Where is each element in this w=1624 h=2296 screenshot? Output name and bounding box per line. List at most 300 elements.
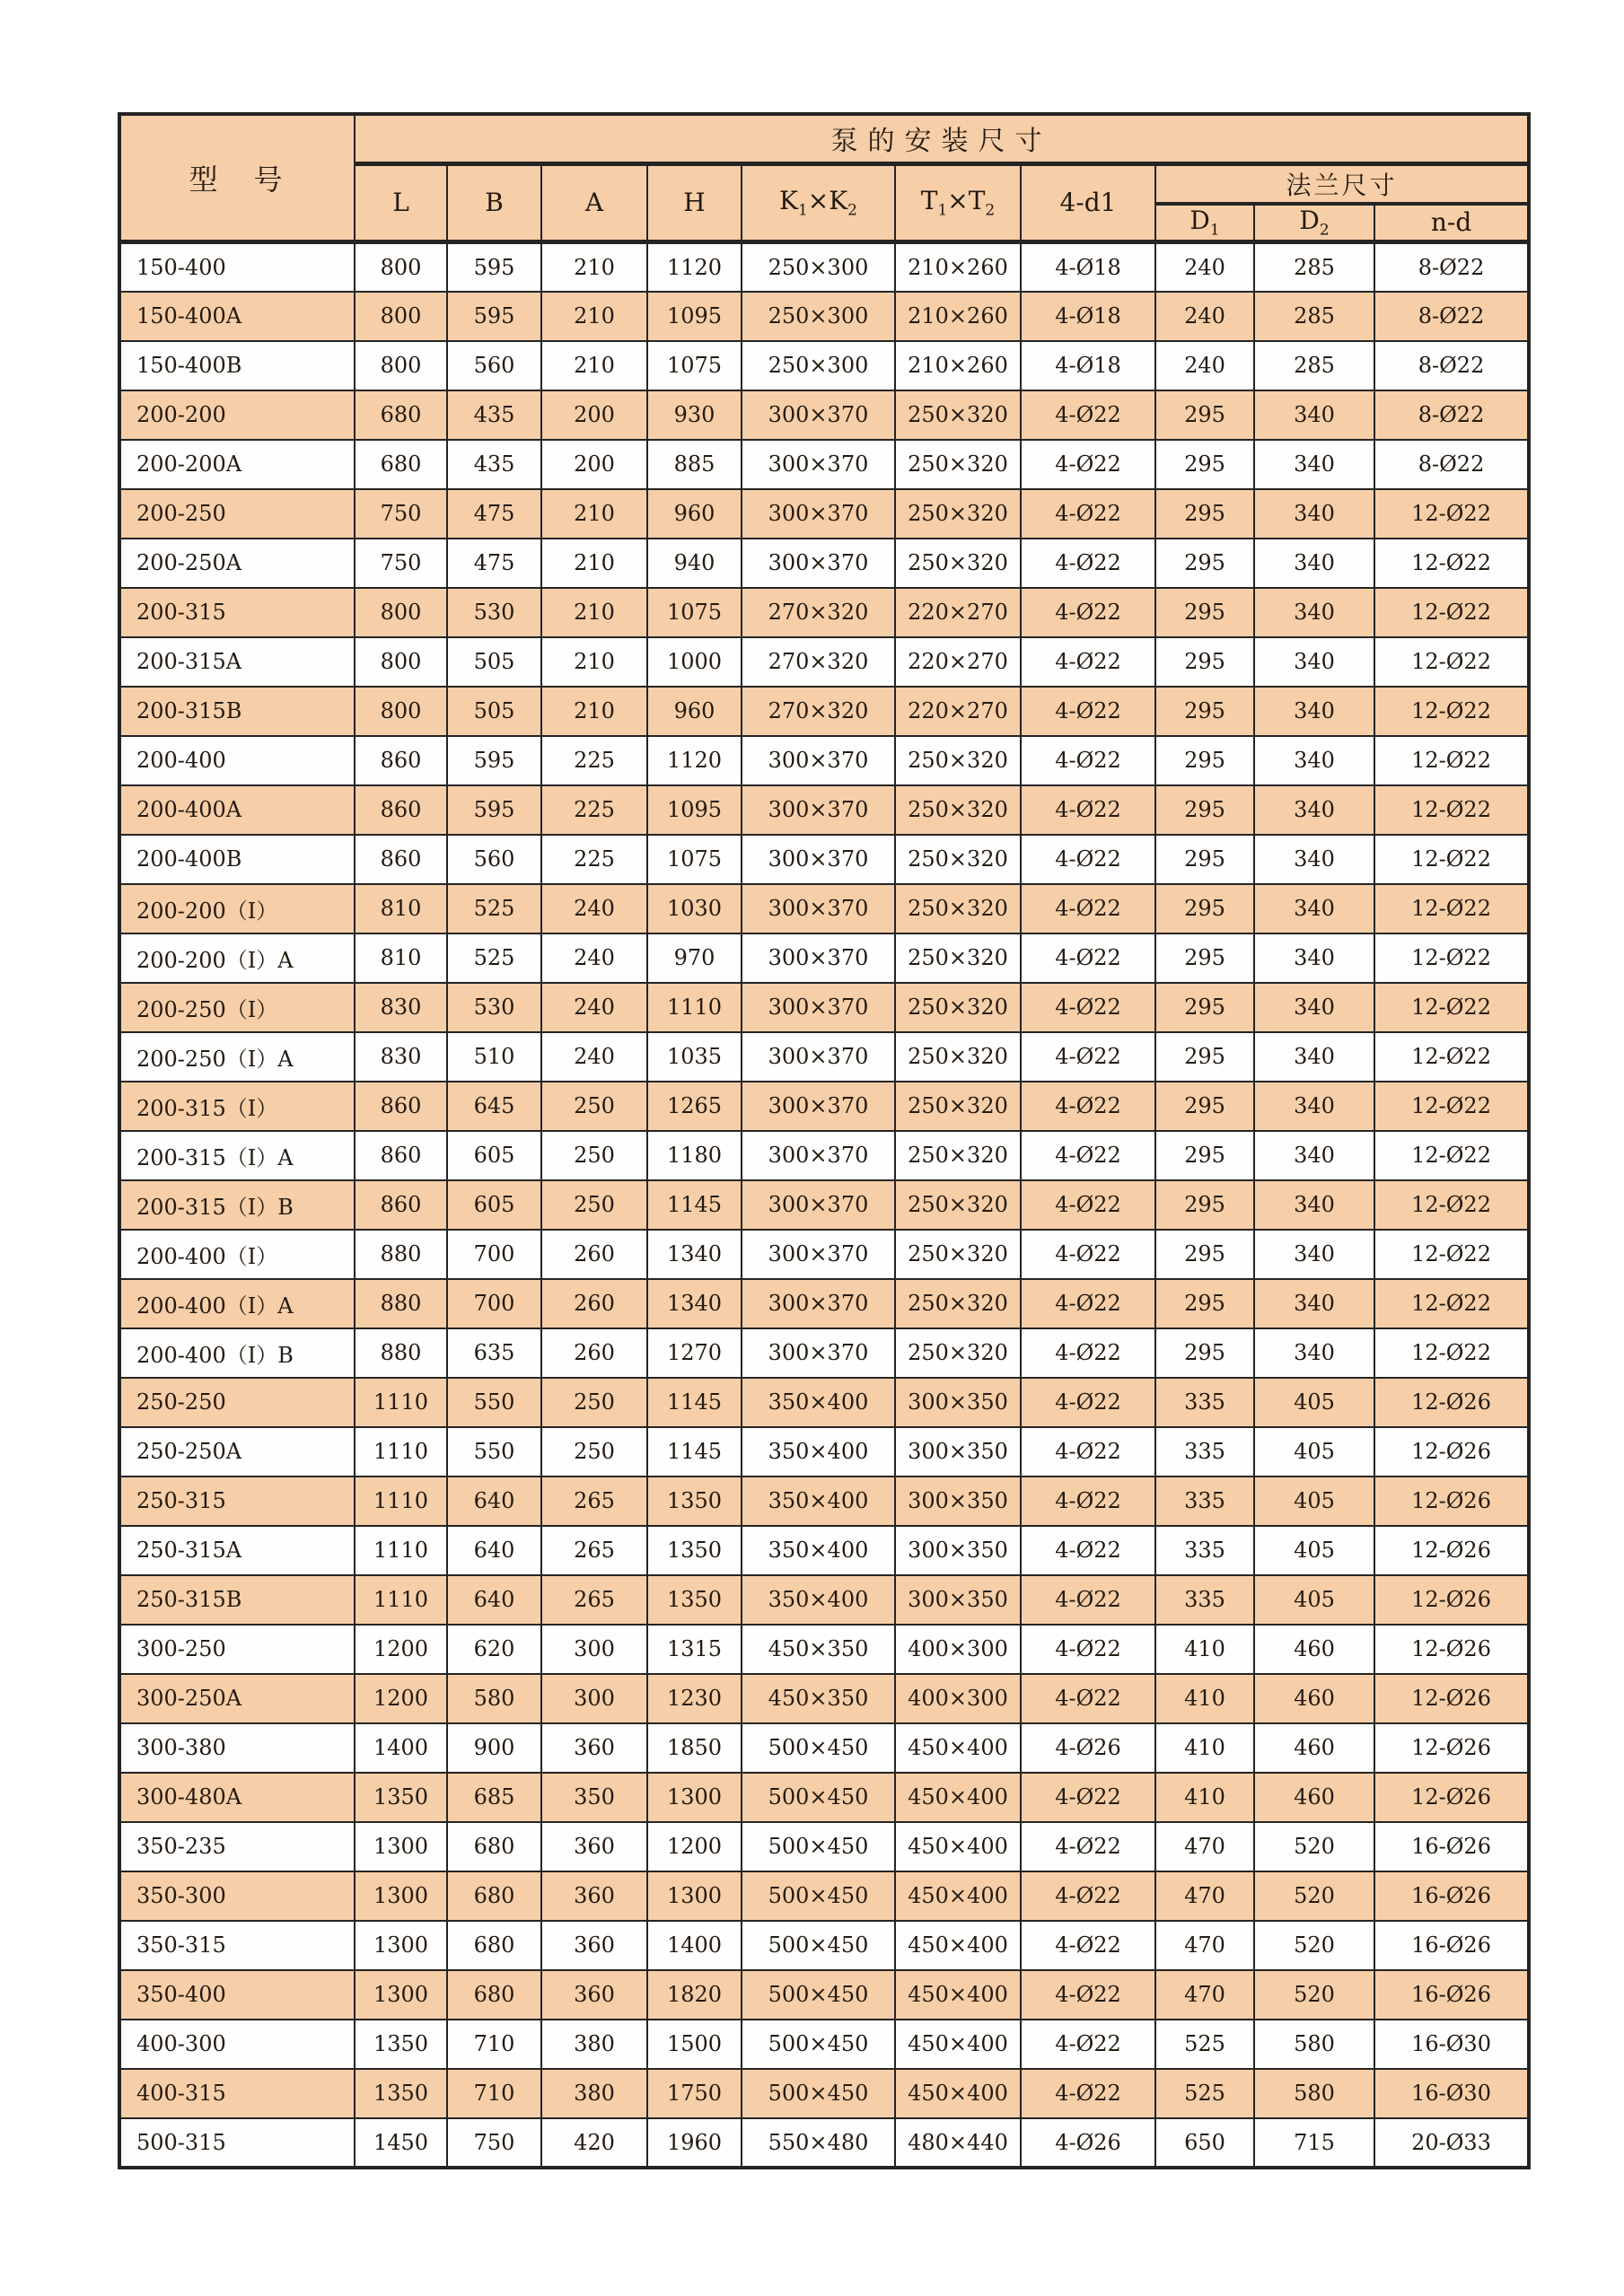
value-cell-H: 970 bbox=[647, 933, 742, 983]
value-cell-L: 880 bbox=[355, 1279, 447, 1328]
value-cell-A: 380 bbox=[541, 2020, 647, 2069]
value-cell-D1: 295 bbox=[1155, 539, 1254, 588]
value-cell-H: 1120 bbox=[647, 242, 742, 292]
value-cell-K1xK2: 350×400 bbox=[742, 1378, 895, 1427]
model-column-header: 型 号 bbox=[119, 114, 355, 242]
value-cell-D2: 340 bbox=[1254, 489, 1374, 539]
value-cell-K1xK2: 500×450 bbox=[742, 1871, 895, 1921]
value-cell-H: 1270 bbox=[647, 1328, 742, 1378]
table-row bbox=[119, 1378, 1529, 1427]
value-cell-H: 1200 bbox=[647, 1822, 742, 1871]
table-row bbox=[119, 1328, 1529, 1378]
model-cell: 250-250A bbox=[119, 1427, 355, 1477]
value-cell-A: 210 bbox=[541, 292, 647, 341]
model-cell: 150-400B bbox=[119, 341, 355, 390]
value-cell-K1xK2: 500×450 bbox=[742, 2069, 895, 2118]
value-cell-A: 360 bbox=[541, 1921, 647, 1970]
value-cell-D2: 580 bbox=[1254, 2020, 1374, 2069]
value-cell-4-d1: 4-Ø22 bbox=[1021, 440, 1155, 489]
value-cell-K1xK2: 300×370 bbox=[742, 835, 895, 884]
value-cell-K1xK2: 300×370 bbox=[742, 489, 895, 539]
value-cell-K1xK2: 500×450 bbox=[742, 1773, 895, 1822]
value-cell-B: 605 bbox=[447, 1180, 541, 1230]
value-cell-D2: 340 bbox=[1254, 884, 1374, 933]
value-cell-D2: 340 bbox=[1254, 440, 1374, 489]
value-cell-D2: 460 bbox=[1254, 1674, 1374, 1723]
t1-subscript: 1 bbox=[937, 201, 948, 220]
value-cell-A: 420 bbox=[541, 2118, 647, 2168]
value-cell-B: 475 bbox=[447, 489, 541, 539]
value-cell-T1xT2: 250×320 bbox=[895, 1082, 1021, 1131]
model-cell: 300-250A bbox=[119, 1674, 355, 1723]
value-cell-A: 210 bbox=[541, 489, 647, 539]
value-cell-T1xT2: 220×270 bbox=[895, 588, 1021, 637]
model-cell: 250-315B bbox=[119, 1575, 355, 1625]
value-cell-B: 710 bbox=[447, 2069, 541, 2118]
value-cell-n-d: 12-Ø26 bbox=[1374, 1526, 1529, 1575]
value-cell-D2: 715 bbox=[1254, 2118, 1374, 2168]
value-cell-D1: 240 bbox=[1155, 292, 1254, 341]
value-cell-L: 860 bbox=[355, 785, 447, 835]
install-dimensions-header: 泵的安装尺寸 bbox=[355, 114, 1529, 163]
value-cell-K1xK2: 300×370 bbox=[742, 440, 895, 489]
value-cell-H: 1145 bbox=[647, 1180, 742, 1230]
value-cell-4-d1: 4-Ø22 bbox=[1021, 1477, 1155, 1526]
value-cell-B: 550 bbox=[447, 1378, 541, 1427]
value-cell-D2: 340 bbox=[1254, 983, 1374, 1032]
value-cell-T1xT2: 480×440 bbox=[895, 2118, 1021, 2168]
value-cell-D2: 340 bbox=[1254, 1180, 1374, 1230]
value-cell-D1: 240 bbox=[1155, 242, 1254, 292]
value-cell-B: 530 bbox=[447, 588, 541, 637]
value-cell-T1xT2: 210×260 bbox=[895, 292, 1021, 341]
value-cell-n-d: 16-Ø30 bbox=[1374, 2069, 1529, 2118]
value-cell-K1xK2: 500×450 bbox=[742, 1822, 895, 1871]
col-header-D1 bbox=[1155, 204, 1254, 242]
value-cell-4-d1: 4-Ø22 bbox=[1021, 1625, 1155, 1674]
value-cell-D2: 520 bbox=[1254, 1871, 1374, 1921]
model-cell: 250-315 bbox=[119, 1477, 355, 1526]
value-cell-L: 800 bbox=[355, 292, 447, 341]
value-cell-D1: 295 bbox=[1155, 489, 1254, 539]
model-cell: 200-400（I）B bbox=[119, 1328, 355, 1378]
col-header-H: H bbox=[647, 163, 742, 242]
value-cell-L: 750 bbox=[355, 539, 447, 588]
value-cell-H: 1095 bbox=[647, 785, 742, 835]
value-cell-T1xT2: 400×300 bbox=[895, 1674, 1021, 1723]
value-cell-D2: 285 bbox=[1254, 292, 1374, 341]
table-row bbox=[119, 1871, 1529, 1921]
value-cell-A: 240 bbox=[541, 983, 647, 1032]
value-cell-4-d1: 4-Ø22 bbox=[1021, 1575, 1155, 1625]
col-header-n-d: n-d bbox=[1374, 204, 1529, 242]
value-cell-A: 250 bbox=[541, 1180, 647, 1230]
value-cell-K1xK2: 350×400 bbox=[742, 1477, 895, 1526]
value-cell-4-d1: 4-Ø18 bbox=[1021, 242, 1155, 292]
value-cell-T1xT2: 250×320 bbox=[895, 884, 1021, 933]
value-cell-A: 200 bbox=[541, 440, 647, 489]
value-cell-B: 595 bbox=[447, 242, 541, 292]
value-cell-B: 700 bbox=[447, 1279, 541, 1328]
value-cell-B: 510 bbox=[447, 1032, 541, 1082]
value-cell-4-d1: 4-Ø26 bbox=[1021, 1723, 1155, 1773]
value-cell-T1xT2: 250×320 bbox=[895, 1180, 1021, 1230]
model-cell: 200-315B bbox=[119, 687, 355, 736]
value-cell-T1xT2: 300×350 bbox=[895, 1575, 1021, 1625]
value-cell-A: 225 bbox=[541, 785, 647, 835]
value-cell-D1: 410 bbox=[1155, 1723, 1254, 1773]
model-cell: 200-315 bbox=[119, 588, 355, 637]
d1-subscript: 1 bbox=[1209, 221, 1220, 240]
value-cell-H: 1075 bbox=[647, 588, 742, 637]
value-cell-D1: 525 bbox=[1155, 2069, 1254, 2118]
value-cell-H: 1300 bbox=[647, 1773, 742, 1822]
value-cell-D1: 295 bbox=[1155, 835, 1254, 884]
value-cell-D2: 460 bbox=[1254, 1723, 1374, 1773]
model-cell: 400-300 bbox=[119, 2020, 355, 2069]
value-cell-B: 525 bbox=[447, 933, 541, 983]
value-cell-D1: 650 bbox=[1155, 2118, 1254, 2168]
k2-label: K bbox=[829, 185, 848, 215]
table-row bbox=[119, 242, 1529, 292]
value-cell-n-d: 20-Ø33 bbox=[1374, 2118, 1529, 2168]
value-cell-H: 1030 bbox=[647, 884, 742, 933]
value-cell-K1xK2: 300×370 bbox=[742, 1279, 895, 1328]
value-cell-A: 250 bbox=[541, 1082, 647, 1131]
value-cell-L: 1450 bbox=[355, 2118, 447, 2168]
value-cell-D2: 340 bbox=[1254, 835, 1374, 884]
table-row bbox=[119, 292, 1529, 341]
table-row bbox=[119, 736, 1529, 785]
value-cell-n-d: 12-Ø22 bbox=[1374, 884, 1529, 933]
value-cell-K1xK2: 500×450 bbox=[742, 1921, 895, 1970]
value-cell-D2: 340 bbox=[1254, 687, 1374, 736]
value-cell-H: 1315 bbox=[647, 1625, 742, 1674]
value-cell-K1xK2: 300×370 bbox=[742, 539, 895, 588]
value-cell-L: 1110 bbox=[355, 1575, 447, 1625]
value-cell-n-d: 12-Ø22 bbox=[1374, 835, 1529, 884]
value-cell-B: 435 bbox=[447, 390, 541, 440]
value-cell-D2: 340 bbox=[1254, 390, 1374, 440]
value-cell-A: 210 bbox=[541, 588, 647, 637]
model-cell: 200-200（I）A bbox=[119, 933, 355, 983]
value-cell-4-d1: 4-Ø22 bbox=[1021, 1131, 1155, 1180]
value-cell-K1xK2: 300×370 bbox=[742, 1328, 895, 1378]
value-cell-K1xK2: 300×370 bbox=[742, 785, 895, 835]
table-row bbox=[119, 1526, 1529, 1575]
value-cell-D1: 240 bbox=[1155, 341, 1254, 390]
table-row bbox=[119, 785, 1529, 835]
value-cell-H: 1000 bbox=[647, 637, 742, 687]
value-cell-B: 525 bbox=[447, 884, 541, 933]
model-cell: 350-315 bbox=[119, 1921, 355, 1970]
value-cell-K1xK2: 300×370 bbox=[742, 983, 895, 1032]
col-header-K1xK2 bbox=[742, 163, 895, 242]
value-cell-T1xT2: 220×270 bbox=[895, 687, 1021, 736]
value-cell-L: 1300 bbox=[355, 1871, 447, 1921]
value-cell-K1xK2: 300×370 bbox=[742, 933, 895, 983]
value-cell-D2: 520 bbox=[1254, 1970, 1374, 2020]
d2-label: D bbox=[1299, 205, 1320, 235]
value-cell-n-d: 12-Ø26 bbox=[1374, 1723, 1529, 1773]
value-cell-L: 860 bbox=[355, 1082, 447, 1131]
value-cell-L: 1300 bbox=[355, 1822, 447, 1871]
value-cell-L: 800 bbox=[355, 687, 447, 736]
table-row bbox=[119, 489, 1529, 539]
value-cell-K1xK2: 250×300 bbox=[742, 341, 895, 390]
value-cell-D2: 460 bbox=[1254, 1625, 1374, 1674]
value-cell-L: 1400 bbox=[355, 1723, 447, 1773]
value-cell-H: 1265 bbox=[647, 1082, 742, 1131]
col-header-A: A bbox=[541, 163, 647, 242]
table-row bbox=[119, 1180, 1529, 1230]
value-cell-K1xK2: 300×370 bbox=[742, 1180, 895, 1230]
table-row bbox=[119, 2069, 1529, 2118]
table-row bbox=[119, 1032, 1529, 1082]
value-cell-D2: 285 bbox=[1254, 242, 1374, 292]
value-cell-B: 605 bbox=[447, 1131, 541, 1180]
value-cell-4-d1: 4-Ø22 bbox=[1021, 1427, 1155, 1477]
value-cell-n-d: 12-Ø26 bbox=[1374, 1477, 1529, 1526]
value-cell-T1xT2: 250×320 bbox=[895, 1328, 1021, 1378]
value-cell-D2: 340 bbox=[1254, 785, 1374, 835]
value-cell-L: 1110 bbox=[355, 1477, 447, 1526]
value-cell-K1xK2: 300×370 bbox=[742, 1131, 895, 1180]
value-cell-L: 680 bbox=[355, 390, 447, 440]
value-cell-D1: 295 bbox=[1155, 1082, 1254, 1131]
model-cell: 200-400（I）A bbox=[119, 1279, 355, 1328]
value-cell-n-d: 12-Ø26 bbox=[1374, 1773, 1529, 1822]
model-cell: 300-480A bbox=[119, 1773, 355, 1822]
table-row bbox=[119, 884, 1529, 933]
table-row bbox=[119, 440, 1529, 489]
value-cell-L: 800 bbox=[355, 637, 447, 687]
value-cell-D1: 335 bbox=[1155, 1575, 1254, 1625]
table-row bbox=[119, 1427, 1529, 1477]
k1-subscript: 1 bbox=[797, 201, 808, 220]
value-cell-H: 940 bbox=[647, 539, 742, 588]
value-cell-B: 680 bbox=[447, 1970, 541, 2020]
value-cell-A: 360 bbox=[541, 1822, 647, 1871]
model-cell: 200-315（I）B bbox=[119, 1180, 355, 1230]
table-row bbox=[119, 1082, 1529, 1131]
value-cell-L: 1110 bbox=[355, 1526, 447, 1575]
table-body bbox=[119, 242, 1529, 2168]
value-cell-B: 550 bbox=[447, 1427, 541, 1477]
value-cell-D2: 340 bbox=[1254, 1328, 1374, 1378]
value-cell-D2: 405 bbox=[1254, 1427, 1374, 1477]
value-cell-D2: 520 bbox=[1254, 1921, 1374, 1970]
value-cell-L: 1350 bbox=[355, 1773, 447, 1822]
value-cell-n-d: 12-Ø22 bbox=[1374, 637, 1529, 687]
pump-dimensions-table-wrap bbox=[118, 112, 1529, 2169]
model-cell: 150-400 bbox=[119, 242, 355, 292]
t2-subscript: 2 bbox=[985, 201, 996, 220]
value-cell-n-d: 12-Ø22 bbox=[1374, 588, 1529, 637]
value-cell-D1: 295 bbox=[1155, 785, 1254, 835]
model-cell: 250-315A bbox=[119, 1526, 355, 1575]
value-cell-n-d: 8-Ø22 bbox=[1374, 341, 1529, 390]
value-cell-B: 580 bbox=[447, 1674, 541, 1723]
value-cell-H: 1145 bbox=[647, 1378, 742, 1427]
value-cell-T1xT2: 250×320 bbox=[895, 1230, 1021, 1279]
value-cell-n-d: 16-Ø30 bbox=[1374, 2020, 1529, 2069]
value-cell-D1: 470 bbox=[1155, 1871, 1254, 1921]
model-cell: 300-380 bbox=[119, 1723, 355, 1773]
value-cell-n-d: 12-Ø22 bbox=[1374, 687, 1529, 736]
value-cell-D2: 340 bbox=[1254, 637, 1374, 687]
value-cell-n-d: 8-Ø22 bbox=[1374, 292, 1529, 341]
value-cell-B: 640 bbox=[447, 1575, 541, 1625]
value-cell-H: 1180 bbox=[647, 1131, 742, 1180]
value-cell-H: 1110 bbox=[647, 983, 742, 1032]
value-cell-H: 1300 bbox=[647, 1871, 742, 1921]
value-cell-H: 1820 bbox=[647, 1970, 742, 2020]
value-cell-K1xK2: 300×370 bbox=[742, 1230, 895, 1279]
model-cell: 350-400 bbox=[119, 1970, 355, 2020]
value-cell-H: 960 bbox=[647, 687, 742, 736]
value-cell-T1xT2: 210×260 bbox=[895, 341, 1021, 390]
value-cell-T1xT2: 450×400 bbox=[895, 1773, 1021, 1822]
model-cell: 250-250 bbox=[119, 1378, 355, 1427]
value-cell-T1xT2: 250×320 bbox=[895, 1279, 1021, 1328]
value-cell-A: 210 bbox=[541, 242, 647, 292]
value-cell-n-d: 12-Ø22 bbox=[1374, 1082, 1529, 1131]
value-cell-4-d1: 4-Ø22 bbox=[1021, 1822, 1155, 1871]
value-cell-D2: 340 bbox=[1254, 1032, 1374, 1082]
value-cell-D2: 460 bbox=[1254, 1773, 1374, 1822]
value-cell-A: 240 bbox=[541, 884, 647, 933]
model-cell: 150-400A bbox=[119, 292, 355, 341]
value-cell-n-d: 12-Ø22 bbox=[1374, 933, 1529, 983]
table-row bbox=[119, 2118, 1529, 2168]
value-cell-B: 505 bbox=[447, 687, 541, 736]
value-cell-4-d1: 4-Ø22 bbox=[1021, 1082, 1155, 1131]
value-cell-B: 530 bbox=[447, 983, 541, 1032]
value-cell-B: 750 bbox=[447, 2118, 541, 2168]
table-row bbox=[119, 539, 1529, 588]
model-cell: 200-315A bbox=[119, 637, 355, 687]
value-cell-B: 635 bbox=[447, 1328, 541, 1378]
value-cell-L: 860 bbox=[355, 1180, 447, 1230]
value-cell-L: 1200 bbox=[355, 1625, 447, 1674]
value-cell-A: 265 bbox=[541, 1477, 647, 1526]
table-row bbox=[119, 588, 1529, 637]
value-cell-T1xT2: 250×320 bbox=[895, 440, 1021, 489]
value-cell-D1: 335 bbox=[1155, 1427, 1254, 1477]
value-cell-4-d1: 4-Ø22 bbox=[1021, 933, 1155, 983]
value-cell-K1xK2: 450×350 bbox=[742, 1674, 895, 1723]
value-cell-n-d: 12-Ø26 bbox=[1374, 1625, 1529, 1674]
value-cell-L: 860 bbox=[355, 835, 447, 884]
value-cell-n-d: 12-Ø22 bbox=[1374, 785, 1529, 835]
value-cell-4-d1: 4-Ø22 bbox=[1021, 637, 1155, 687]
value-cell-n-d: 16-Ø26 bbox=[1374, 1970, 1529, 2020]
value-cell-4-d1: 4-Ø22 bbox=[1021, 736, 1155, 785]
value-cell-A: 225 bbox=[541, 736, 647, 785]
value-cell-n-d: 12-Ø22 bbox=[1374, 736, 1529, 785]
model-cell: 200-400B bbox=[119, 835, 355, 884]
value-cell-L: 810 bbox=[355, 933, 447, 983]
value-cell-4-d1: 4-Ø22 bbox=[1021, 588, 1155, 637]
value-cell-A: 210 bbox=[541, 539, 647, 588]
value-cell-n-d: 12-Ø22 bbox=[1374, 983, 1529, 1032]
value-cell-4-d1: 4-Ø22 bbox=[1021, 1970, 1155, 2020]
value-cell-T1xT2: 300×350 bbox=[895, 1427, 1021, 1477]
value-cell-n-d: 16-Ø26 bbox=[1374, 1921, 1529, 1970]
value-cell-n-d: 8-Ø22 bbox=[1374, 440, 1529, 489]
value-cell-n-d: 12-Ø22 bbox=[1374, 1180, 1529, 1230]
table-row bbox=[119, 1131, 1529, 1180]
model-cell: 200-400A bbox=[119, 785, 355, 835]
value-cell-4-d1: 4-Ø22 bbox=[1021, 983, 1155, 1032]
value-cell-B: 710 bbox=[447, 2020, 541, 2069]
value-cell-L: 1300 bbox=[355, 1970, 447, 2020]
value-cell-D2: 405 bbox=[1254, 1477, 1374, 1526]
value-cell-4-d1: 4-Ø22 bbox=[1021, 1378, 1155, 1427]
value-cell-K1xK2: 250×300 bbox=[742, 292, 895, 341]
value-cell-H: 1145 bbox=[647, 1427, 742, 1477]
col-header-4-d1: 4-d1 bbox=[1021, 163, 1155, 242]
value-cell-T1xT2: 300×350 bbox=[895, 1477, 1021, 1526]
value-cell-A: 225 bbox=[541, 835, 647, 884]
value-cell-n-d: 12-Ø22 bbox=[1374, 1328, 1529, 1378]
value-cell-K1xK2: 300×370 bbox=[742, 1032, 895, 1082]
value-cell-D1: 410 bbox=[1155, 1773, 1254, 1822]
value-cell-T1xT2: 450×400 bbox=[895, 2069, 1021, 2118]
table-row bbox=[119, 1921, 1529, 1970]
value-cell-D2: 340 bbox=[1254, 588, 1374, 637]
value-cell-D1: 295 bbox=[1155, 736, 1254, 785]
value-cell-n-d: 12-Ø22 bbox=[1374, 1032, 1529, 1082]
value-cell-T1xT2: 450×400 bbox=[895, 1871, 1021, 1921]
value-cell-A: 360 bbox=[541, 1970, 647, 2020]
value-cell-n-d: 12-Ø26 bbox=[1374, 1378, 1529, 1427]
value-cell-D2: 285 bbox=[1254, 341, 1374, 390]
value-cell-H: 1750 bbox=[647, 2069, 742, 2118]
table-row bbox=[119, 1279, 1529, 1328]
value-cell-4-d1: 4-Ø22 bbox=[1021, 1526, 1155, 1575]
value-cell-D2: 340 bbox=[1254, 1230, 1374, 1279]
model-cell: 350-235 bbox=[119, 1822, 355, 1871]
value-cell-4-d1: 4-Ø22 bbox=[1021, 835, 1155, 884]
value-cell-A: 265 bbox=[541, 1526, 647, 1575]
value-cell-B: 435 bbox=[447, 440, 541, 489]
model-cell: 500-315 bbox=[119, 2118, 355, 2168]
value-cell-T1xT2: 450×400 bbox=[895, 2020, 1021, 2069]
value-cell-n-d: 12-Ø26 bbox=[1374, 1674, 1529, 1723]
value-cell-n-d: 16-Ø26 bbox=[1374, 1822, 1529, 1871]
value-cell-H: 1340 bbox=[647, 1279, 742, 1328]
value-cell-K1xK2: 300×370 bbox=[742, 736, 895, 785]
value-cell-D2: 405 bbox=[1254, 1378, 1374, 1427]
t1-label: T bbox=[920, 185, 938, 215]
value-cell-L: 860 bbox=[355, 736, 447, 785]
value-cell-4-d1: 4-Ø22 bbox=[1021, 687, 1155, 736]
table-header bbox=[119, 114, 1529, 242]
k2-subscript: 2 bbox=[847, 201, 857, 220]
value-cell-4-d1: 4-Ø22 bbox=[1021, 2069, 1155, 2118]
value-cell-T1xT2: 250×320 bbox=[895, 736, 1021, 785]
value-cell-D1: 470 bbox=[1155, 1822, 1254, 1871]
value-cell-4-d1: 4-Ø22 bbox=[1021, 1674, 1155, 1723]
value-cell-D1: 295 bbox=[1155, 1279, 1254, 1328]
value-cell-B: 700 bbox=[447, 1230, 541, 1279]
col-header-L: L bbox=[355, 163, 447, 242]
value-cell-L: 1110 bbox=[355, 1427, 447, 1477]
col-header-B: B bbox=[447, 163, 541, 242]
value-cell-K1xK2: 250×300 bbox=[742, 242, 895, 292]
